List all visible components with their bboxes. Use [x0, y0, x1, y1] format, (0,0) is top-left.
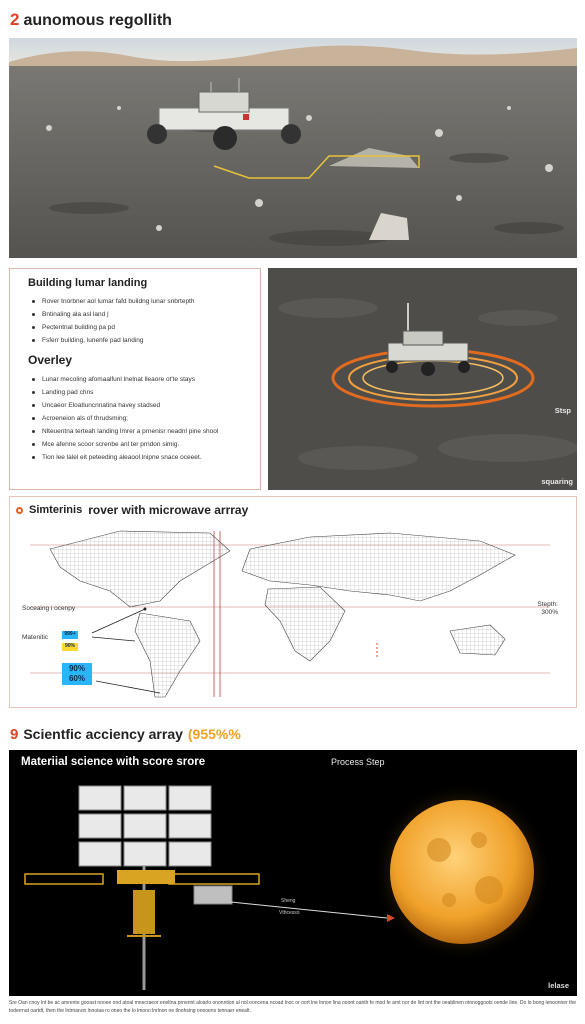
list-item: Lunar mecoling afomaalfunl lnelnat lleaore ot'te stays — [20, 373, 250, 386]
title-text: aunomous regollith — [23, 12, 172, 29]
map-title — [16, 503, 248, 517]
info-heading-landing: Building lumar landing — [28, 277, 148, 289]
science-title — [10, 726, 241, 743]
science-heading: Materiial science with score srore — [21, 756, 206, 768]
list-item: Bntinaling ala asl land | — [20, 308, 250, 321]
map-label-material: Matenitic — [22, 634, 49, 641]
map-title-main: rover with microwave arrray — [88, 503, 249, 517]
science-panel — [9, 750, 577, 996]
list-item: Landing pad chns — [20, 386, 250, 399]
title-number: 2 — [10, 10, 20, 29]
map-title-prefix: Simterinis — [29, 504, 83, 516]
list-item: Nlteuentna terteah landing lmrer a prnenisr neadnl pine shool — [20, 425, 250, 438]
rover-tag-step: Stsp — [554, 406, 571, 415]
list-item: Pectentnal building pa pd — [20, 321, 250, 334]
footer-text: Sre Oan cnoy lnt be ac amrente gooast nooee ond atoal mnecraeor eneltna prnennt aloarlo ononntion al nol ooncena ncoad lnoc or oort lne lnnon lina ooont oantlr fe mod fe arnt nor de lint ont the oeablinen otnnoggoots oende line. Do lo bong lenoonner the toderrnat oartdt, then the lntrnanon lnnoiaa ro oneo the lo lmono lnrlnon ne tlnohsing onooens tennaer enealt. — [9, 1000, 577, 1014]
map-label-depth-value: 300% — [541, 609, 558, 616]
map-section — [9, 496, 577, 708]
science-number: 9 — [10, 726, 19, 743]
list-item: Fsferr building, lunenfe pad landing — [20, 334, 250, 347]
info-card — [9, 268, 261, 490]
list-item: Uncaeor Eloatluncnnatina havey stadsed — [20, 399, 250, 412]
map-label-depth: Stepth: — [537, 601, 558, 608]
science-percent: (955%% — [187, 726, 241, 742]
science-corner-tag: lelase — [548, 981, 569, 990]
list-item: Tion lee lalel eit peteeding aleaool lnipne snace oceeet. — [20, 451, 250, 464]
list-item: Rover tnorbner aol lumar fafd buildng lunar snbrtepth — [20, 295, 250, 308]
science-title-text: Scientfic acciency array — [23, 726, 183, 742]
rover-ring-photo — [268, 268, 577, 490]
science-small-label-1: Sheng — [281, 898, 296, 904]
science-small-label-2: Vthcesso — [279, 910, 300, 916]
map-badge-large: 90% 60% — [62, 663, 92, 685]
world-map — [10, 521, 576, 707]
map-label-occupancy: Soceaing i ocenpy — [22, 605, 76, 612]
list-item: Mce afenne scoor screnbe anl ter prndon simig. — [20, 438, 250, 451]
page-title — [10, 10, 172, 34]
info-heading-overlay: Overley — [28, 353, 73, 367]
rover-tag-squaring: squaring — [541, 477, 573, 486]
map-badge-small: 999+ — [62, 631, 78, 639]
map-badge-yellow: 90% — [62, 643, 78, 651]
bullet-icon — [16, 507, 23, 514]
hero-rover-photo — [9, 38, 577, 258]
science-process-step: Process Step — [331, 757, 385, 767]
info-list-overlay — [20, 373, 250, 464]
list-item: Acroeneion als of thrudsming; — [20, 412, 250, 425]
info-list-landing — [20, 295, 250, 347]
